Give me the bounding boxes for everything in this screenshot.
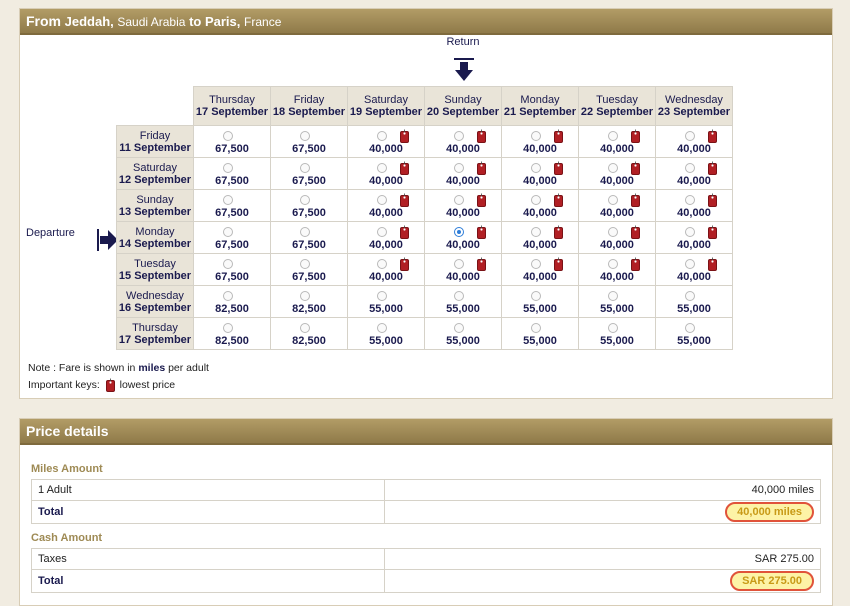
fare-cell[interactable]	[348, 190, 425, 222]
fare-miles: 40,000	[600, 143, 634, 155]
table-row	[32, 549, 821, 570]
fare-radio[interactable]	[223, 291, 233, 301]
departure-day-name: Monday	[135, 225, 175, 238]
fare-cell[interactable]	[502, 190, 579, 222]
table-row	[117, 126, 733, 158]
fare-miles: 40,000	[446, 207, 480, 219]
fare-radio[interactable]	[608, 259, 618, 269]
fare-cell[interactable]	[348, 158, 425, 190]
fare-miles: 82,500	[292, 335, 326, 347]
fare-radio[interactable]	[531, 323, 541, 333]
important-keys-label: Important keys:	[28, 378, 100, 391]
fare-cell[interactable]	[348, 126, 425, 158]
fare-miles: 67,500	[215, 143, 249, 155]
fare-radio[interactable]	[454, 163, 464, 173]
price-tag-icon	[708, 225, 717, 239]
fare-radio[interactable]	[300, 323, 310, 333]
fare-radio[interactable]	[377, 195, 387, 205]
return-day-date: 19 September	[349, 106, 423, 118]
return-day-header	[348, 87, 425, 126]
fare-miles: 55,000	[369, 335, 403, 347]
table-row	[32, 570, 821, 593]
return-day-header	[656, 87, 733, 126]
fare-miles: 55,000	[446, 335, 480, 347]
fare-radio[interactable]	[608, 163, 618, 173]
miles-row-value: 40,000 miles	[385, 480, 821, 501]
fare-radio[interactable]	[223, 323, 233, 333]
departure-day-date: 17 September	[118, 333, 192, 346]
return-day-header	[502, 87, 579, 126]
fare-note-unit: miles	[138, 362, 166, 374]
fare-miles: 40,000	[369, 175, 403, 187]
table-row	[32, 501, 821, 524]
fare-miles: 67,500	[292, 239, 326, 251]
fare-cell[interactable]	[656, 158, 733, 190]
fare-miles: 55,000	[446, 303, 480, 315]
departure-day-name: Friday	[139, 129, 171, 142]
fare-cell[interactable]	[656, 222, 733, 254]
price-tag-icon	[400, 225, 409, 239]
miles-amount-table	[31, 479, 821, 524]
fare-miles: 40,000	[446, 271, 480, 283]
fare-radio[interactable]	[531, 195, 541, 205]
departure-day-date: 14 September	[118, 237, 192, 250]
price-tag-icon	[554, 161, 563, 175]
route-to-city: Paris,	[204, 14, 241, 29]
table-row	[117, 286, 733, 318]
fare-radio[interactable]	[608, 291, 618, 301]
fare-radio[interactable]	[454, 131, 464, 141]
fare-note-suffix: per adult	[168, 362, 209, 374]
fare-cell[interactable]	[425, 318, 502, 350]
miles-amount-title: Miles Amount	[31, 463, 103, 475]
fare-cell[interactable]	[271, 158, 348, 190]
fare-radio[interactable]	[685, 227, 695, 237]
fare-cell[interactable]	[348, 318, 425, 350]
departure-day-name: Wednesday	[126, 289, 184, 302]
departure-day-header	[117, 158, 194, 190]
price-tag-icon	[554, 129, 563, 143]
fare-miles: 40,000	[369, 207, 403, 219]
price-tag-icon	[400, 129, 409, 143]
fare-cell[interactable]	[656, 318, 733, 350]
fare-cell[interactable]	[271, 222, 348, 254]
fare-cell[interactable]	[348, 286, 425, 318]
price-tag-icon	[708, 257, 717, 271]
return-day-name: Tuesday	[596, 94, 638, 106]
fare-cell[interactable]	[425, 222, 502, 254]
fare-radio[interactable]	[300, 291, 310, 301]
departure-day-date: 12 September	[118, 173, 192, 186]
fare-miles: 82,500	[215, 335, 249, 347]
fare-note-prefix: Note : Fare is shown in	[28, 362, 136, 374]
departure-day-date: 13 September	[118, 205, 192, 218]
price-tag-icon	[631, 129, 640, 143]
miles-total-value: 40,000 miles	[725, 502, 814, 522]
fare-miles: 67,500	[292, 143, 326, 155]
return-day-name: Monday	[520, 94, 560, 106]
fare-radio[interactable]	[377, 291, 387, 301]
fare-cell[interactable]	[579, 190, 656, 222]
fare-miles: 40,000	[677, 239, 711, 251]
fare-miles: 67,500	[292, 175, 326, 187]
route-header	[20, 9, 832, 35]
fare-cell[interactable]	[271, 318, 348, 350]
fare-miles: 40,000	[369, 143, 403, 155]
fare-radio[interactable]	[454, 195, 464, 205]
fare-cell[interactable]	[348, 254, 425, 286]
fare-cell[interactable]	[656, 126, 733, 158]
fare-cell[interactable]	[579, 222, 656, 254]
price-tag-icon	[477, 257, 486, 271]
fare-miles: 40,000	[600, 175, 634, 187]
fare-cell[interactable]	[502, 222, 579, 254]
fare-cell[interactable]	[656, 254, 733, 286]
fare-miles: 67,500	[215, 207, 249, 219]
fare-miles: 40,000	[523, 239, 557, 251]
return-day-name: Thursday	[209, 94, 255, 106]
fare-radio[interactable]	[454, 323, 464, 333]
route-to-country: France	[244, 15, 282, 29]
fare-miles: 40,000	[677, 175, 711, 187]
fare-radio[interactable]	[685, 131, 695, 141]
fare-radio[interactable]	[223, 131, 233, 141]
departure-day-name: Tuesday	[134, 257, 176, 270]
fare-miles: 40,000	[600, 271, 634, 283]
fare-miles: 40,000	[446, 239, 480, 251]
grid-corner	[117, 87, 194, 126]
grid-header-row	[117, 87, 733, 126]
fare-radio[interactable]	[685, 163, 695, 173]
fare-radio[interactable]	[454, 259, 464, 269]
departure-day-date: 15 September	[118, 269, 192, 282]
fare-miles: 55,000	[677, 303, 711, 315]
table-row	[117, 318, 733, 350]
cash-amount-table	[31, 548, 821, 593]
fare-miles: 40,000	[600, 239, 634, 251]
return-day-name: Sunday	[444, 94, 482, 106]
fare-cell[interactable]	[502, 318, 579, 350]
fare-radio[interactable]	[377, 227, 387, 237]
price-tag-icon	[708, 129, 717, 143]
return-label: Return	[446, 36, 480, 48]
fare-cell[interactable]	[194, 254, 271, 286]
price-tag-icon	[631, 161, 640, 175]
fare-radio[interactable]	[608, 227, 618, 237]
price-tag-icon	[477, 161, 486, 175]
departure-day-date: 11 September	[119, 141, 191, 154]
table-row	[117, 222, 733, 254]
table-row	[117, 190, 733, 222]
fare-radio[interactable]	[300, 227, 310, 237]
fare-miles: 55,000	[600, 303, 634, 315]
fare-radio[interactable]	[300, 131, 310, 141]
return-day-date: 21 September	[503, 106, 577, 118]
fare-cell[interactable]	[271, 254, 348, 286]
cash-total-label: Total	[32, 570, 385, 593]
fare-miles: 55,000	[600, 335, 634, 347]
fare-radio[interactable]	[531, 227, 541, 237]
fare-radio[interactable]	[608, 323, 618, 333]
fare-miles: 40,000	[677, 207, 711, 219]
return-day-date: 22 September	[580, 106, 654, 118]
fare-radio[interactable]	[531, 291, 541, 301]
fare-cell[interactable]	[579, 254, 656, 286]
price-tag-icon	[400, 257, 409, 271]
price-tag-icon	[400, 193, 409, 207]
departure-day-date: 16 September	[118, 301, 192, 314]
departure-day-name: Sunday	[136, 193, 174, 206]
price-tag-icon	[477, 225, 486, 239]
fare-miles: 67,500	[215, 271, 249, 283]
price-tag-icon	[477, 193, 486, 207]
fare-cell[interactable]	[579, 158, 656, 190]
table-row	[32, 480, 821, 501]
fare-cell[interactable]	[656, 190, 733, 222]
fare-radio[interactable]	[377, 259, 387, 269]
fare-note	[28, 362, 209, 374]
fare-radio[interactable]	[454, 227, 464, 237]
fare-cell[interactable]	[271, 190, 348, 222]
fare-cell[interactable]	[502, 254, 579, 286]
table-row	[117, 254, 733, 286]
price-tag-icon	[554, 225, 563, 239]
departure-day-name: Saturday	[132, 161, 178, 174]
fare-radio[interactable]	[223, 195, 233, 205]
return-day-header	[425, 87, 502, 126]
important-keys	[28, 378, 175, 392]
route-from-country: Saudi Arabia	[117, 15, 186, 29]
departure-day-header	[117, 190, 194, 222]
fare-miles: 67,500	[292, 207, 326, 219]
fare-radio[interactable]	[377, 131, 387, 141]
fare-miles: 40,000	[369, 239, 403, 251]
price-tag-icon	[631, 193, 640, 207]
price-tag-icon	[400, 161, 409, 175]
return-day-date: 20 September	[426, 106, 500, 118]
fare-radio[interactable]	[685, 259, 695, 269]
miles-total-cell	[385, 501, 821, 524]
price-tag-icon	[631, 225, 640, 239]
fare-cell[interactable]	[194, 190, 271, 222]
departure-day-name: Thursday	[132, 321, 178, 334]
fare-cell[interactable]	[271, 126, 348, 158]
fare-cell[interactable]	[579, 286, 656, 318]
departure-day-header	[117, 286, 194, 318]
fare-miles: 40,000	[677, 271, 711, 283]
fare-miles: 67,500	[215, 239, 249, 251]
fare-radio[interactable]	[454, 291, 464, 301]
price-tag-icon	[708, 193, 717, 207]
fare-radio[interactable]	[300, 163, 310, 173]
return-day-name: Friday	[293, 94, 325, 106]
fare-cell[interactable]	[425, 190, 502, 222]
fare-radio[interactable]	[531, 131, 541, 141]
fare-cell[interactable]	[656, 286, 733, 318]
price-tag-icon	[554, 193, 563, 207]
fare-cell[interactable]	[425, 254, 502, 286]
fare-miles: 82,500	[215, 303, 249, 315]
fare-radio[interactable]	[608, 195, 618, 205]
fare-cell[interactable]	[425, 126, 502, 158]
fare-radio[interactable]	[531, 163, 541, 173]
fare-radio[interactable]	[608, 131, 618, 141]
miles-total-label: Total	[32, 501, 385, 524]
important-keys-lowest: lowest price	[119, 378, 176, 391]
fare-radio[interactable]	[223, 163, 233, 173]
fare-radio[interactable]	[531, 259, 541, 269]
fare-cell[interactable]	[194, 158, 271, 190]
fare-radio[interactable]	[377, 323, 387, 333]
price-details-title: Price details	[26, 423, 109, 439]
departure-label: Departure	[26, 227, 75, 239]
fare-cell[interactable]	[194, 126, 271, 158]
fare-calendar-grid	[116, 86, 733, 350]
fare-cell[interactable]	[271, 286, 348, 318]
departure-day-header	[117, 254, 194, 286]
fare-radio[interactable]	[685, 323, 695, 333]
fare-miles: 67,500	[292, 271, 326, 283]
fare-cell[interactable]	[579, 318, 656, 350]
price-tag-icon	[554, 257, 563, 271]
fare-radio[interactable]	[685, 195, 695, 205]
taxes-label: Taxes	[32, 549, 385, 570]
fare-miles: 40,000	[600, 207, 634, 219]
fare-cell[interactable]	[348, 222, 425, 254]
fare-radio[interactable]	[223, 227, 233, 237]
fare-cell[interactable]	[579, 126, 656, 158]
price-tag-icon	[708, 161, 717, 175]
taxes-value: SAR 275.00	[385, 549, 821, 570]
departure-day-header	[117, 318, 194, 350]
price-tag-icon	[106, 378, 115, 392]
fare-radio[interactable]	[223, 259, 233, 269]
fare-radio[interactable]	[300, 195, 310, 205]
fare-miles: 55,000	[523, 303, 557, 315]
price-tag-icon	[477, 129, 486, 143]
fare-radio[interactable]	[377, 163, 387, 173]
cash-amount-title: Cash Amount	[31, 532, 103, 544]
fare-miles: 40,000	[523, 175, 557, 187]
fare-miles: 40,000	[369, 271, 403, 283]
price-details-header	[20, 419, 832, 445]
fare-miles: 40,000	[523, 271, 557, 283]
fare-miles: 40,000	[446, 143, 480, 155]
price-tag-icon	[631, 257, 640, 271]
fare-miles: 55,000	[677, 335, 711, 347]
fare-miles: 82,500	[292, 303, 326, 315]
return-day-date: 18 September	[272, 106, 346, 118]
return-day-header	[271, 87, 348, 126]
fare-miles: 55,000	[369, 303, 403, 315]
arrow-down-icon	[454, 58, 474, 82]
fare-radio[interactable]	[685, 291, 695, 301]
fare-cell[interactable]	[194, 222, 271, 254]
fare-cell[interactable]	[502, 286, 579, 318]
departure-day-header	[117, 222, 194, 254]
route-to-prefix: to	[189, 14, 202, 29]
fare-cell[interactable]	[502, 158, 579, 190]
return-day-name: Saturday	[363, 94, 409, 106]
fare-cell[interactable]	[502, 126, 579, 158]
fare-cell[interactable]	[194, 318, 271, 350]
route-from-prefix: From	[26, 13, 61, 29]
fare-cell[interactable]	[425, 286, 502, 318]
fare-miles: 40,000	[523, 207, 557, 219]
miles-row-label: 1 Adult	[32, 480, 385, 501]
route-from-city: Jeddah,	[64, 14, 114, 29]
fare-radio[interactable]	[300, 259, 310, 269]
fare-miles: 40,000	[677, 143, 711, 155]
return-day-header	[194, 87, 271, 126]
departure-day-header	[117, 126, 194, 158]
fare-cell[interactable]	[194, 286, 271, 318]
fare-miles: 40,000	[446, 175, 480, 187]
table-row	[117, 158, 733, 190]
fare-miles: 55,000	[523, 335, 557, 347]
fare-cell[interactable]	[425, 158, 502, 190]
return-day-name: Wednesday	[665, 94, 723, 106]
return-day-date: 17 September	[195, 106, 269, 118]
return-day-date: 23 September	[657, 106, 731, 118]
fare-miles: 40,000	[523, 143, 557, 155]
cash-total-value: SAR 275.00	[730, 571, 814, 591]
return-day-header	[579, 87, 656, 126]
cash-total-cell	[385, 570, 821, 593]
fare-miles: 67,500	[215, 175, 249, 187]
